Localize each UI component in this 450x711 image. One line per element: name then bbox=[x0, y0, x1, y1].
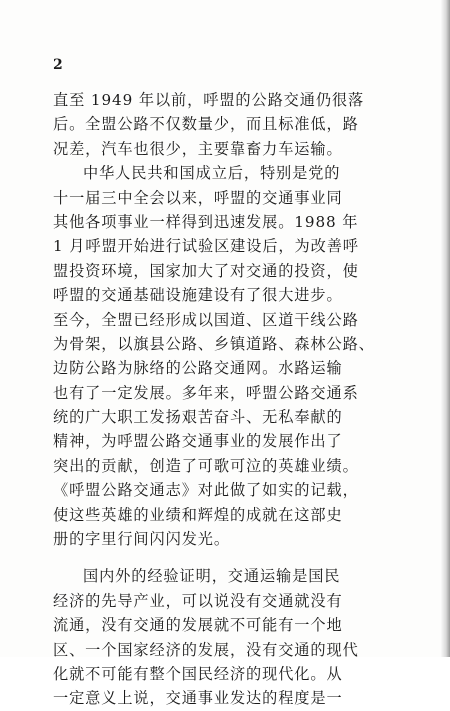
page-number: 2 bbox=[53, 57, 63, 73]
text-line: 至今，全盟已经形成以国道、区道干线公路 bbox=[53, 310, 359, 329]
text-line: 《呼盟公路交通志》对此做了如实的记载， bbox=[53, 481, 359, 500]
paragraph-spacer bbox=[53, 551, 399, 564]
text-line: 1 月呼盟开始进行试验区建设后，为改善呼 bbox=[53, 237, 359, 256]
text-line: 化就不可能有整个国民经济的现代化。从 bbox=[53, 664, 343, 683]
text-line: 后。全盟公路不仅数量少，而且标准低，路 bbox=[53, 115, 359, 134]
text-line: 国内外的经验证明，交通运输是国民 bbox=[83, 567, 341, 586]
text-line: 区、一个国家经济的发展，没有交通的现代 bbox=[53, 640, 359, 659]
text-line: 十一届三中全会以来，呼盟的交通事业同 bbox=[53, 188, 343, 207]
paragraph-1 bbox=[53, 88, 399, 161]
text-line: 精神，为呼盟公路交通事业的发展作出了 bbox=[53, 432, 343, 451]
text-line: 为骨架，以旗县公路、乡镇道路、森林公路、 bbox=[53, 334, 375, 353]
paragraph-3 bbox=[53, 564, 399, 710]
text-line: 况差，汽车也很少，主要靠畜力车运输。 bbox=[53, 139, 343, 158]
scan-edge-shadow bbox=[440, 0, 450, 657]
text-line: 直至 1949 年以前，呼盟的公路交通仍很落 bbox=[53, 91, 365, 109]
text-line: 流通，没有交通的发展就不可能有一个地 bbox=[53, 616, 343, 635]
text-line: 中华人民共和国成立后，特别是党的 bbox=[83, 164, 341, 183]
text-line: 边防公路为脉络的公路交通网。水路运输 bbox=[53, 359, 343, 378]
text-line: 一定意义上说，交通事业发达的程度是一 bbox=[53, 689, 343, 708]
paragraph-2 bbox=[53, 161, 399, 551]
text-line: 盟投资环境，国家加大了对交通的投资，使 bbox=[53, 261, 359, 280]
text-line: 也有了一定发展。多年来，呼盟公路交通系 bbox=[53, 383, 359, 402]
text-line: 册的字里行间闪闪发光。 bbox=[53, 530, 230, 549]
text-line: 统的广大职工发扬艰苦奋斗、无私奉献的 bbox=[53, 408, 343, 427]
body-text bbox=[53, 88, 399, 711]
text-line: 使这些英雄的业绩和辉煌的成就在这部史 bbox=[53, 505, 343, 524]
text-line: 经济的先导产业，可以说没有交通就没有 bbox=[53, 591, 343, 610]
text-line: 呼盟的交通基础设施建设有了很大进步。 bbox=[53, 286, 343, 305]
text-line: 其他各项事业一样得到迅速发展。1988 年 bbox=[53, 212, 359, 231]
text-line: 突出的贡献，创造了可歌可泣的英雄业绩。 bbox=[53, 456, 359, 475]
